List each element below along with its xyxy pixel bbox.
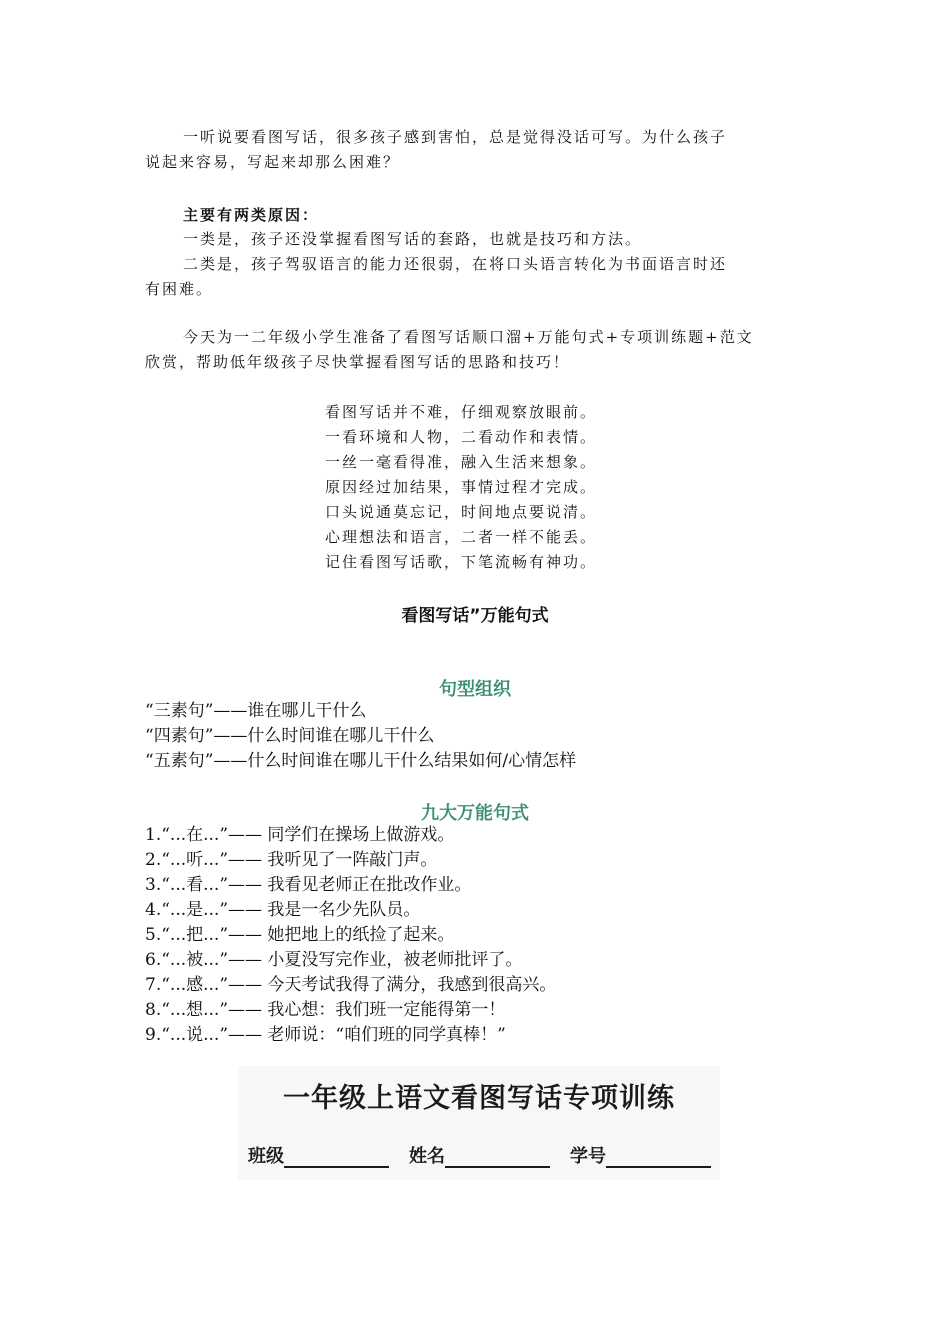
- nine-pattern-item: 3.“...看...”—— 我看见老师正在批改作业。: [145, 875, 472, 895]
- pattern-heading: 句型组织: [439, 679, 511, 700]
- poem-line: 心理想法和语言，二者一样不能丢。: [325, 528, 598, 546]
- poem-line: 一丝一毫看得准，融入生活来想象。: [325, 453, 598, 471]
- number-label: 学号: [570, 1146, 606, 1167]
- nine-pattern-item: 6.“...被...”—— 小夏没写完作业，被老师批评了。: [145, 950, 523, 970]
- nine-pattern-item: 2.“...听...”—— 我听见了一阵敲门声。: [145, 850, 438, 870]
- poem-line: 记住看图写话歌，下笔流畅有神功。: [325, 553, 598, 571]
- nine-pattern-item: 7.“...感...”—— 今天考试我得了满分，我感到很高兴。: [145, 975, 557, 995]
- nine-pattern-item: 1.“...在...”—— 同学们在操场上做游戏。: [145, 825, 455, 845]
- nine-pattern-item: 5.“...把...”—— 她把地上的纸捡了起来。: [145, 925, 455, 945]
- nine-pattern-item: 4.“...是...”—— 我是一名少先队员。: [145, 900, 421, 920]
- class-label: 班级: [248, 1146, 284, 1167]
- worksheet-fields: [248, 1142, 711, 1168]
- nine-patterns-heading: 九大万能句式: [421, 803, 529, 824]
- intro-paragraph: [145, 125, 805, 150]
- nine-pattern-item: 8.“...想...”—— 我心想：我们班一定能得第一！: [145, 1000, 506, 1020]
- nine-patterns-list: [145, 823, 556, 1048]
- pattern-item: “三素句”——谁在哪儿干什么: [145, 701, 367, 721]
- worksheet-header-image: [238, 1066, 720, 1180]
- section-title: 看图写话”万能句式: [401, 606, 549, 626]
- purpose-line-1: 今天为一二年级小学生准备了看图写话顺口溜+万能句式+专项训练题+范文: [183, 328, 754, 346]
- nine-pattern-item: 9.“...说...”—— 老师说：“咱们班的同学真棒！”: [145, 1025, 506, 1045]
- pattern-list: [145, 699, 576, 774]
- rhyme-poem: [325, 400, 645, 575]
- pattern-item: “四素句”——什么时间谁在哪儿干什么: [145, 726, 435, 746]
- name-label: 姓名: [409, 1146, 445, 1167]
- reason-1: 一类是，孩子还没掌握看图写话的套路，也就是技巧和方法。: [183, 230, 643, 248]
- pattern-item: “五素句”——什么时间谁在哪儿干什么结果如何/心情怎样: [145, 751, 577, 771]
- poem-line: 看图写话并不难，仔细观察放眼前。: [325, 403, 598, 421]
- reason-2-line-2: 有困难。: [145, 280, 214, 298]
- poem-line: 口头说通莫忘记，时间地点要说清。: [325, 503, 598, 521]
- poem-line: 一看环境和人物，二看动作和表情。: [325, 428, 598, 446]
- number-blank: [606, 1148, 711, 1168]
- intro-paragraph-cont: [145, 150, 805, 175]
- class-blank: [284, 1148, 389, 1168]
- worksheet-title: 一年级上语文看图写话专项训练: [283, 1083, 675, 1114]
- intro-line-2: 说起来容易，写起来却那么困难？: [145, 153, 401, 171]
- purpose-line-2: 欣赏，帮助低年级孩子尽快掌握看图写话的思路和技巧！: [145, 353, 571, 371]
- name-blank: [445, 1148, 550, 1168]
- poem-line: 原因经过加结果，事情过程才完成。: [325, 478, 598, 496]
- reasons-heading: 主要有两类原因：: [183, 206, 320, 224]
- reason-2-line-1: 二类是，孩子驾驭语言的能力还很弱，在将口头语言转化为书面语言时还: [183, 255, 728, 273]
- intro-line-1: 一听说要看图写话，很多孩子感到害怕，总是觉得没话可写。为什么孩子: [183, 128, 728, 146]
